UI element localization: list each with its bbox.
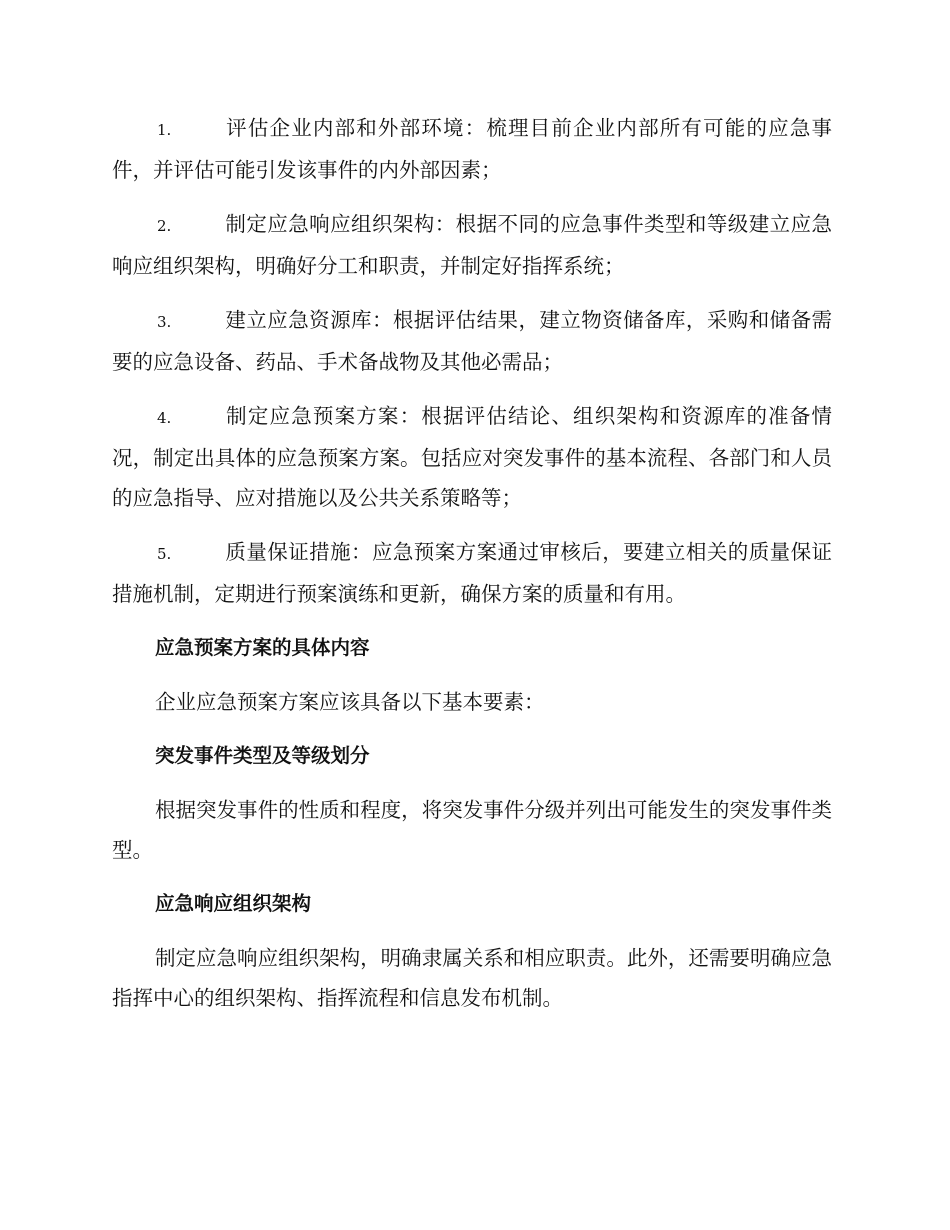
event-types-paragraph: 根据突发事件的性质和程度，将突发事件分级并列出可能发生的突发事件类型。 xyxy=(112,798,832,862)
list-text: 制定应急响应组织架构：根据不同的应急事件类型和等级建立应急响应组织架构，明确好分工和职责，并制定好指挥系统； xyxy=(112,212,832,278)
list-item-3 xyxy=(112,300,832,382)
list-number: 1. xyxy=(157,121,172,139)
list-text: 建立应急资源库：根据评估结果，建立物资储备库，采购和储备需要的应急设备、药品、手术备战物及其他必需品； xyxy=(112,308,832,374)
list-item-2 xyxy=(112,204,832,286)
document-page xyxy=(112,108,832,1032)
section-heading-organization: 应急响应组织架构 xyxy=(155,892,312,915)
section-heading-event-types: 突发事件类型及等级划分 xyxy=(155,744,370,767)
list-item-4 xyxy=(112,396,832,518)
organization-paragraph: 制定应急响应组织架构，明确隶属关系和相应职责。此外，还需要明确应急指挥中心的组织架构、指挥流程和信息发布机制。 xyxy=(112,946,832,1010)
list-number: 5. xyxy=(157,545,172,563)
list-text: 评估企业内部和外部环境：梳理目前企业内部所有可能的应急事件，并评估可能引发该事件的内外部因素； xyxy=(112,116,832,182)
section-heading-content: 应急预案方案的具体内容 xyxy=(155,636,370,659)
list-number: 4. xyxy=(157,409,172,427)
list-number: 3. xyxy=(157,313,172,331)
list-text: 质量保证措施：应急预案方案通过审核后，要建立相关的质量保证措施机制，定期进行预案演练和更新，确保方案的质量和有用。 xyxy=(112,540,832,606)
list-item-1 xyxy=(112,108,832,190)
list-item-5 xyxy=(112,532,832,614)
list-number: 2. xyxy=(157,217,172,235)
list-text: 制定应急预案方案：根据评估结论、组织架构和资源库的准备情况，制定出具体的应急预案方案。包括应对突发事件的基本流程、各部门和人员的应急指导、应对措施以及公共关系策略等； xyxy=(112,404,832,510)
section-intro-paragraph: 企业应急预案方案应该具备以下基本要素： xyxy=(155,690,545,714)
